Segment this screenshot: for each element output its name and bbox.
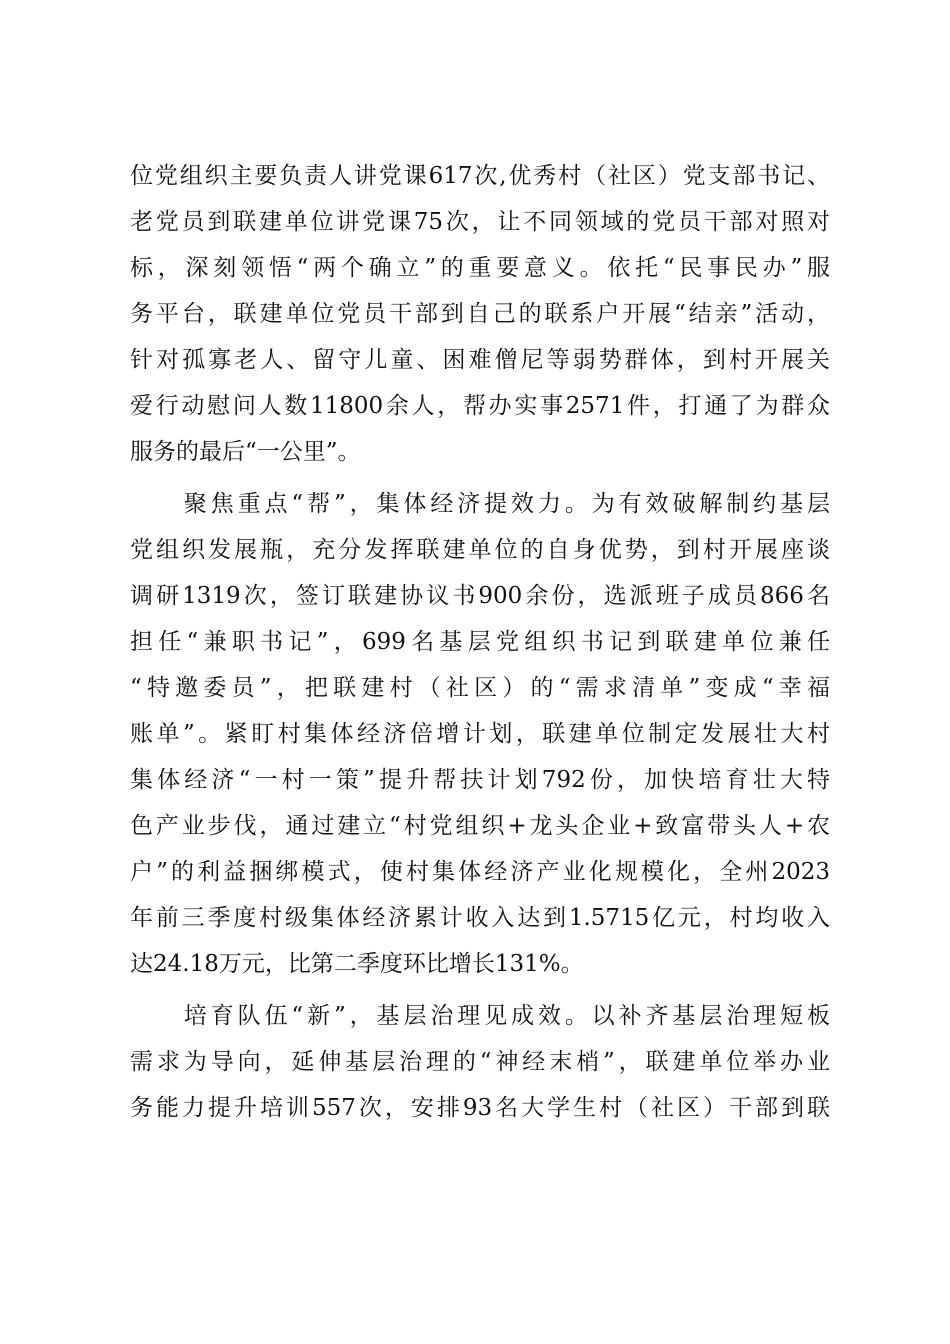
text-line: 培育队伍“新”，基层治理见成效。以补齐基层治理短板 <box>130 1003 830 1029</box>
text-line: “特邀委员”，把联建村（社区）的“需求清单”变成“幸福 <box>130 675 830 701</box>
text-line: 党组织发展瓶，充分发挥联建单位的自身优势，到村开展座谈 <box>130 537 830 563</box>
text-line: 聚焦重点“帮”，集体经济提效力。为有效破解制约基层 <box>130 491 830 517</box>
text-line: 针对孤寡老人、留守儿童、困难僧尼等弱势群体，到村开展关 <box>130 347 830 373</box>
text-line: 账单”。紧盯村集体经济倍增计划，联建单位制定发展壮大村 <box>130 721 830 747</box>
text-line: 担任“兼职书记”，699名基层党组织书记到联建单位兼任 <box>130 629 830 655</box>
text-line: 集体经济“一村一策”提升帮扶计划792份，加快培育壮大特 <box>130 767 830 793</box>
text-line: 需求为导向，延伸基层治理的“神经末梢”，联建单位举办业 <box>130 1049 830 1075</box>
text-line: 调研1319次，签订联建协议书900余份，选派班子成员866名 <box>130 583 830 609</box>
text-line: 年前三季度村级集体经济累计收入达到1.5715亿元，村均收入 <box>130 905 830 931</box>
text-line: 色产业步伐，通过建立“村党组织+龙头企业+致富带头人+农 <box>130 813 830 839</box>
text-line: 务平台，联建单位党员干部到自己的联系户开展“结亲”活动， <box>130 301 830 327</box>
text-line: 户”的利益捆绑模式，使村集体经济产业化规模化，全州2023 <box>130 859 830 885</box>
text-line: 位党组织主要负责人讲党课617次,优秀村（社区）党支部书记、 <box>130 163 830 189</box>
text-line: 标，深刻领悟“两个确立”的重要意义。依托“民事民办”服 <box>130 255 830 281</box>
text-line: 务能力提升培训557次，安排93名大学生村（社区）干部到联 <box>130 1095 830 1121</box>
document-body <box>130 153 830 1131</box>
paragraph-3 <box>130 993 830 1131</box>
paragraph-2 <box>130 481 830 987</box>
text-line: 达24.18万元，比第二季度环比增长131%。 <box>130 951 584 977</box>
text-line: 服务的最后“一公里”。 <box>130 439 361 465</box>
text-line: 爱行动慰问人数11800余人，帮办实事2571件，打通了为群众 <box>130 393 830 419</box>
text-line: 老党员到联建单位讲党课75次，让不同领域的党员干部对照对 <box>130 209 830 235</box>
paragraph-1 <box>130 153 830 475</box>
